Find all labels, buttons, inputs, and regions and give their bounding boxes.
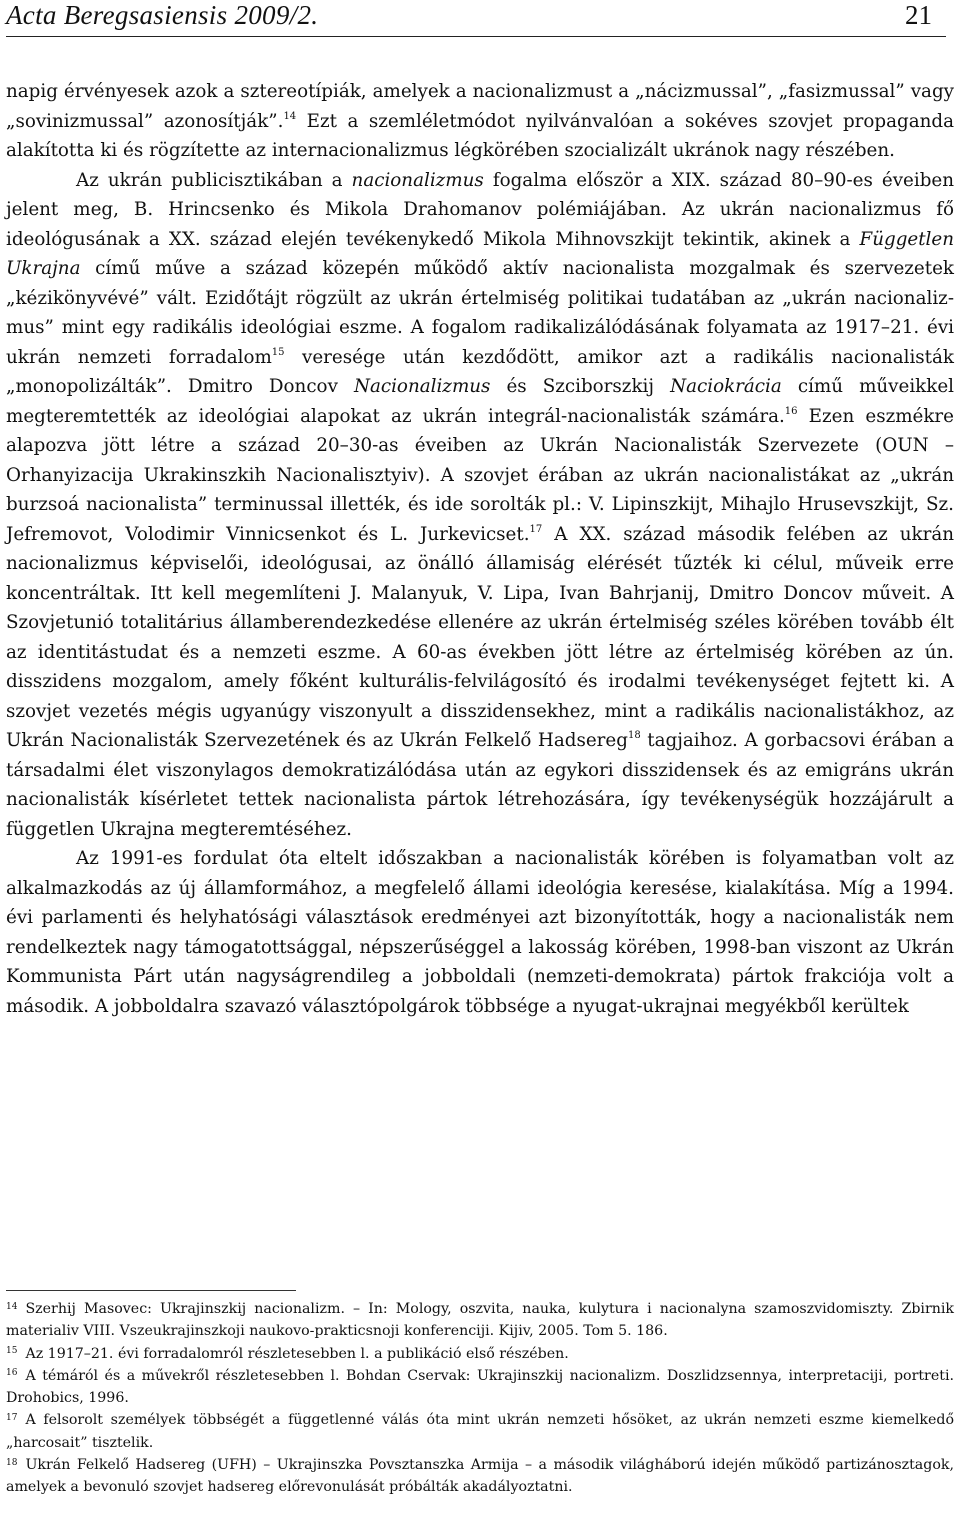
paragraph-continuation: napig érvényesek azok a sztereotípiák, amelyek a nacionalizmust a „nácizmussal”, „fasizmussal” vagy „sovinizmussal” azonosítják”.$^{14}$ Ezt a szemléletmódot nyilvánvalóan a sokéves szovjet propaganda alakította ki és rögzítette az internacionalizmus légkörében szocializált ukránok nagy részében. xyxy=(6,81,954,161)
page-number: 21 xyxy=(905,0,932,30)
footnote-ref-14[interactable]: 14 xyxy=(283,110,297,122)
journal-title: Acta Beregsasiensis 2009/2. xyxy=(6,0,319,30)
paragraph-nationalism-history: Az ukrán publicisztikában a nacionalizmus fogalma először a XIX. század 80–90-es éveiben jelent meg, B. Hrincsenko és Mikola Drahomanov polémiájában. Az ukrán nacionalizmus fő ideológusának a XX. század elején tevékenykedő Mikola Mihnovszkijt tekintik, akinek a Független Ukrajna című műve a század közepén működő aktív nacionalista mozgalmak és szervezetek „kézikönyvévé” vált. Ezidőtájt rögzült az ukrán értelmiség politikai tudatában az „ukrán nacionalizmus” mint egy radikális ideológiai eszme. A fogalom radikalizálódásának folyamata az 1917–21. évi ukrán nemzeti forradalom$^{15}$ veresége után kezdődött, amikor azt a radikális nacionalisták „monopolizálták”. Dmitro Doncov Nacionalizmus és Szciborszkij Naciokrácia című műveikkel megteremtették az ideológiai alapokat az ukrán integrál-nacionalisták számára.$^{16}$ Ezen eszmékre alapozva jött létre a század 20–30-as éveiben az Ukrán Nacionalisták Szervezete (OUN – Orhanyizacija Ukrakinszkih Nacionalisztyiv). A szovjet érában az ukrán nacionalistákat az „ukrán burzsoá nacionalista” terminussal illették, és ide sorolták pl.: V. Lipinszkijt, Mihajlo Hrusevszkijt, Sz. Jefremovot, Volodimir Vinnicsenkot és L. Jurkevicset.$^{17}$ A XX. század második felében az ukrán nacionalizmus képviselői, ideológusai, az önálló államiság elérését tűzték ki célul, műveik erre koncentráltak. Itt kell megemlíteni J. Malanyuk, V. Lipa, Ivan Bahrjanij, Dmitro Doncov műveit. A Szovjetunió totalitárius államberendezkedése ellenére az ukrán értelmiség széles körében tovább élt az identitástudat és a nemzeti eszme. A 60-as években jött létre az értelmiség körében az ún. disszidens mozgalom, amely főként kulturális-felvilágosító és irodalmi tevékenységet fejtett ki. A szovjet vezetés mégis ugyanúgy viszonyult a disszidensekhez, mint a radikális nacionalistákhoz, az Ukrán Nacionalisták Szervezetének és az Ukrán Felkelő Hadsereg$^{18}$ tagjaihoz. A gorbacsovi érában a társadalmi élet viszonylagos demokratizálódása után az egykori disszidensek és az emigráns ukrán nacionalisták kísérletet tettek nacionalista pártok létrehozására, így tevékenységük hozzájárult a független Ukrajna megteremtéséhez. xyxy=(6,169,954,840)
footnote-separator xyxy=(6,1290,296,1291)
footnote-ref-16[interactable]: 16 xyxy=(784,405,798,417)
running-header xyxy=(6,0,946,37)
footnote-ref-17[interactable]: 17 xyxy=(529,523,543,535)
footnote-18: $^{18}$ Ukrán Felkelő Hadsereg (UFH) – Ukrajinszka Povsztanszka Armija – a második világháború idején működő partizánosztagok, amelyek a bevonuló szovjet hadsereg előrevonulását próbálták akadályoztatni. xyxy=(6,1457,954,1496)
footnote-15: $^{15}$ Az 1917–21. évi forradalomról részletesebben l. a publikáció első részében. xyxy=(6,1345,569,1362)
footnote-17: $^{17}$ A felsorolt személyek többségét a függetlenné válás óta mint ukrán nemzeti hősöket, az ukrán nemzeti eszme kiemelkedő „harcosait” tisztelik. xyxy=(6,1412,954,1451)
footnote-16: $^{16}$ A témáról és a művekről részletesebben l. Bohdan Cservak: Ukrajinszkij nacionalizm. Doszlidzsennya, interpretaciji, portreti. Drohobics, 1996. xyxy=(6,1367,954,1407)
paragraph-post-1991: Az 1991-es fordulat óta eltelt időszakban a nacionalisták körében is folyamatban volt az alkalmazkodás az új államformához, a megfelelő állami ideológia keresése, kialakítása. Míg a 1994. évi parlamenti és helyhatósági választások eredményei azt bizonyították, hogy a nacionalisták nem rendelkeztek nagy támogatottsággal, népszerűséggel a lakosság körében, 1998-ban viszont az Ukrán Kommunista Párt után nagyságrendileg a jobboldali (nemzeti-demokrata) pártok frakciója volt a második. A jobboldalra szavazó választópolgárok többsége a nyugat-ukrajnai megyékből kerültek xyxy=(6,848,954,1017)
footnote-14: $^{14}$ Szerhij Masovec: Ukrajinszkij nacionalizm. – In: Mology, oszvita, nauka, kulytura i nacionalyna szamoszvidomiszty. Zbirnik materialiv VIII. Vszeukrajinszkoji naukovo-prakticsnoji konferenciji. Kijiv, 2005. Tom 5. 186. xyxy=(6,1301,954,1340)
footnotes xyxy=(6,1298,954,1499)
main-text xyxy=(6,77,954,1021)
footnote-ref-18[interactable]: 18 xyxy=(627,730,641,741)
footnote-ref-15[interactable]: 15 xyxy=(271,346,285,358)
